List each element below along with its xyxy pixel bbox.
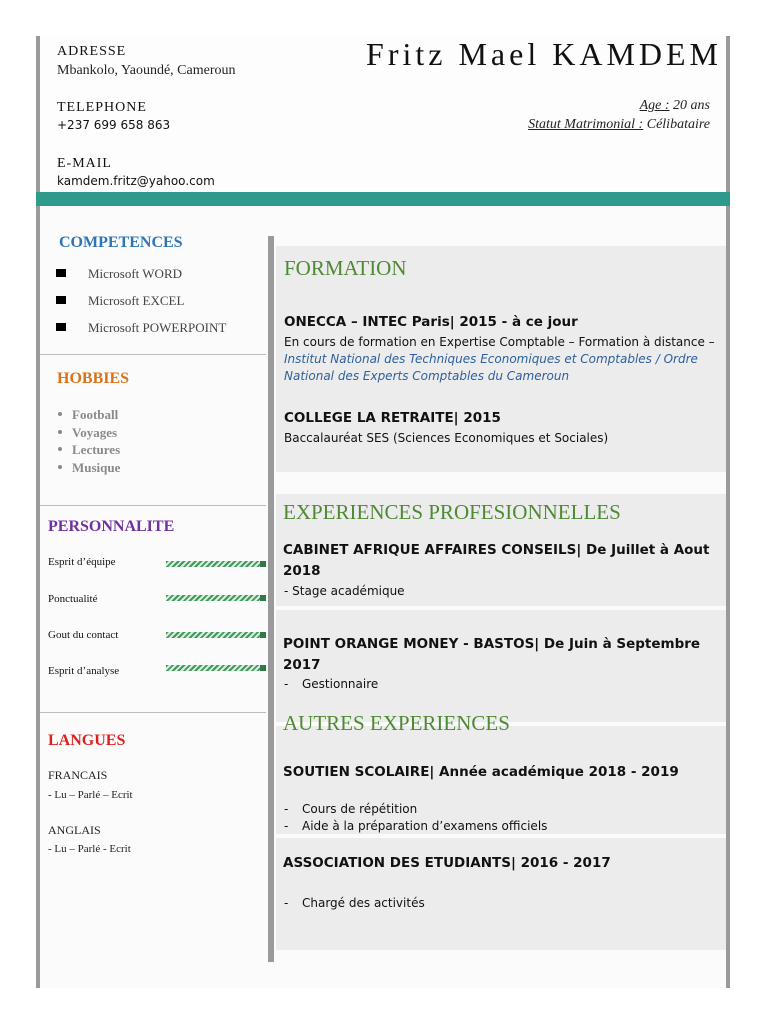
trait-level-bar xyxy=(166,595,266,601)
age-line xyxy=(640,98,710,114)
bullet-icon xyxy=(58,430,62,434)
hobby-item: Voyages xyxy=(58,425,117,441)
hobbies-title: HOBBIES xyxy=(57,370,130,387)
autres-entry-title: ASSOCIATION DES ETUDIANTS| 2016 - 2017 xyxy=(283,855,611,871)
formation-entry-text: En cours de formation en Expertise Comptable – Formation à distance – Institut National des Techniques Economiques et Comptables / Ordre National des Experts Comptables du Cameroun xyxy=(284,335,715,383)
square-bullet-icon xyxy=(56,323,66,331)
accent-bar xyxy=(36,192,730,206)
bullet-icon xyxy=(58,447,62,451)
trait-level-bar xyxy=(166,561,266,567)
language-detail: - Lu – Parlé – Ecrit xyxy=(48,789,133,801)
language-name: ANGLAIS xyxy=(48,823,101,837)
autres-bullet: - Chargé des activités xyxy=(284,896,425,910)
trait-label: Ponctualité xyxy=(48,593,98,605)
competences-title: COMPETENCES xyxy=(59,234,183,251)
experiences-title: EXPERIENCES PROFESIONNELLES xyxy=(283,500,621,524)
divider xyxy=(40,712,266,713)
email-label: E-MAIL xyxy=(57,156,112,171)
square-bullet-icon xyxy=(56,269,66,277)
age-label: Age : xyxy=(639,98,670,113)
language-name: FRANCAIS xyxy=(48,768,108,782)
formation-entry-title: COLLEGE LA RETRAITE| 2015 xyxy=(284,410,501,426)
trait-label: Esprit d’équipe xyxy=(48,556,116,568)
phone-label: TELEPHONE xyxy=(57,100,147,115)
trait-label: Gout du contact xyxy=(48,629,119,641)
experience-entry-detail: - Stage académique xyxy=(284,584,405,598)
email-value[interactable]: kamdem.fritz@yahoo.com xyxy=(57,174,215,188)
trait-level-bar xyxy=(166,632,266,638)
autres-title: AUTRES EXPERIENCES xyxy=(283,711,510,735)
skill-item: Microsoft POWERPOINT xyxy=(56,320,226,336)
bullet-icon xyxy=(58,412,62,416)
experience-entry-detail: - Gestionnaire xyxy=(284,677,379,691)
experience-entry-title: POINT ORANGE MONEY - BASTOS| De Juin à Septembre 2017 xyxy=(283,636,701,673)
autres-bullet: - Aide à la préparation d’examens officiels xyxy=(284,819,548,833)
square-bullet-icon xyxy=(56,296,66,304)
formation-title: FORMATION xyxy=(284,256,407,280)
trait-level-bar xyxy=(166,665,266,671)
experience-entry-title: CABINET AFRIQUE AFFAIRES CONSEILS| De Juillet à Aout 2018 xyxy=(283,542,710,579)
address-value: Mbankolo, Yaoundé, Cameroun xyxy=(57,63,236,78)
trait-label: Esprit d’analyse xyxy=(48,665,120,677)
autres-bullet: - Cours de répétition xyxy=(284,802,418,816)
divider xyxy=(40,354,266,355)
bullet-icon xyxy=(58,465,62,469)
langues-title: LANGUES xyxy=(48,732,126,749)
skill-item: Microsoft WORD xyxy=(56,266,182,282)
formation-entry-title: ONECCA – INTEC Paris| 2015 - à ce jour xyxy=(284,314,578,330)
autres-entry-title: SOUTIEN SCOLAIRE| Année académique 2018 - 2019 xyxy=(283,764,679,780)
formation-entry-text: Baccalauréat SES (Sciences Economiques et Sociales) xyxy=(284,431,609,445)
candidate-name: Fritz Mael KAMDEM xyxy=(366,36,722,72)
hobby-item: Musique xyxy=(58,460,120,476)
language-detail: - Lu – Parlé - Ecrit xyxy=(48,843,131,855)
divider xyxy=(40,505,266,506)
age-value: 20 ans xyxy=(673,98,710,113)
status-value: Célibataire xyxy=(646,117,710,132)
hobby-item: Football xyxy=(58,407,118,423)
column-divider xyxy=(268,236,274,962)
skill-item: Microsoft EXCEL xyxy=(56,293,184,309)
phone-value: +237 699 658 863 xyxy=(57,118,171,132)
address-label: ADRESSE xyxy=(57,44,127,59)
right-border xyxy=(726,36,730,988)
status-label: Statut Matrimonial : xyxy=(528,117,644,132)
hobby-item: Lectures xyxy=(58,442,120,458)
personnalite-title: PERSONNALITE xyxy=(48,518,175,535)
status-line xyxy=(528,117,710,133)
